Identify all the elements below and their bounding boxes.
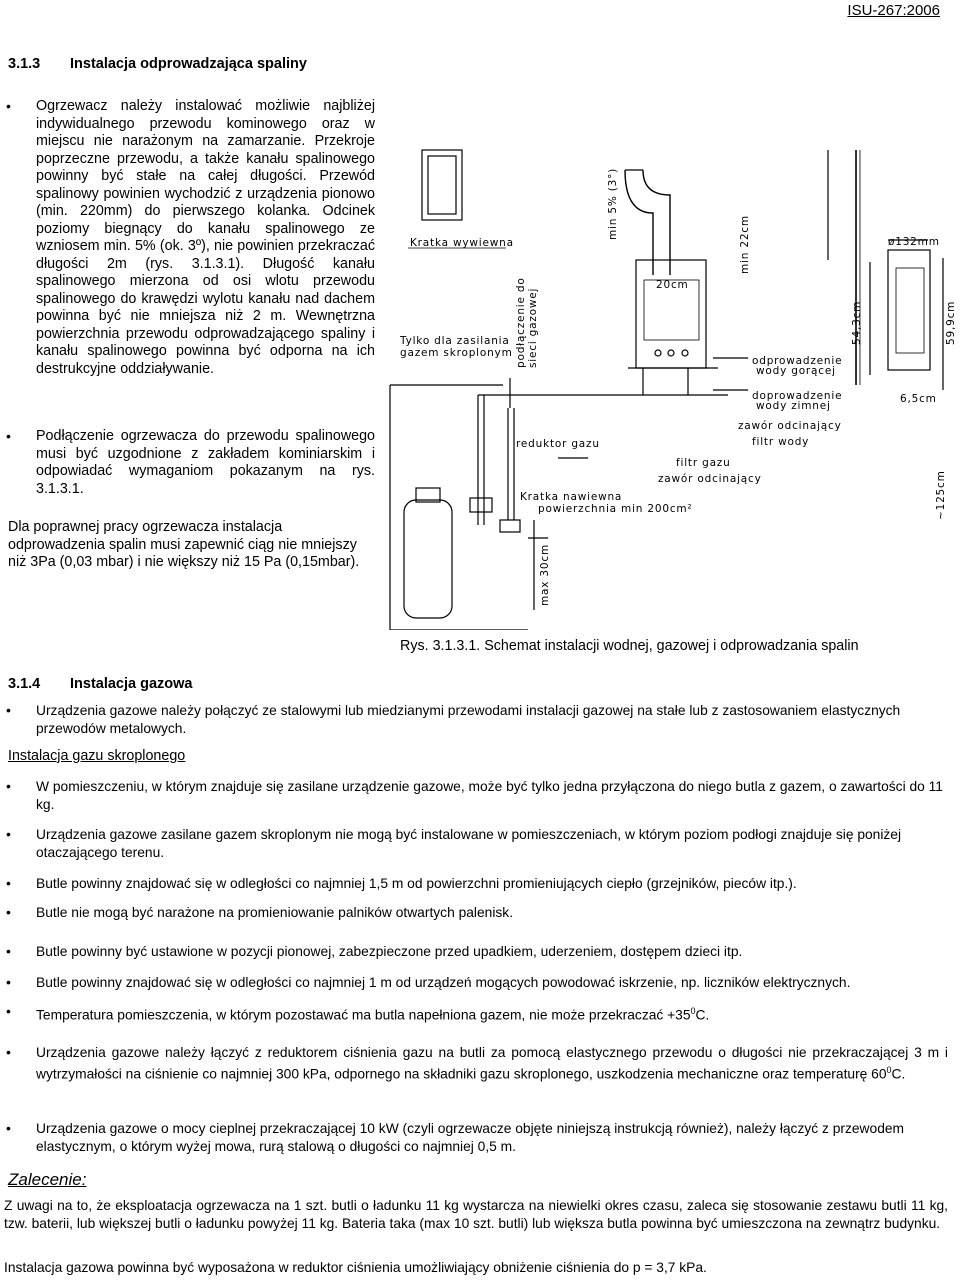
section-314-number: 3.1.4 — [8, 676, 41, 692]
label-shutoff-valve-1: zawór odcinający — [738, 420, 842, 432]
lpg-item-9-text: • Urządzenia gazowe o mocy cieplnej przekraczającej 10 kW (czyli ogrzewacze objęte niniejszą instrukcją również), należy łączyć z przewodem elastycznym, o którym wyżej mowa, rurą stalową o długości co najmniej 0,5 m. — [36, 1121, 905, 1154]
label-height-543: 54,3cm — [851, 300, 863, 345]
lpg-item-9 — [36, 1120, 948, 1155]
sec313-bullet-1 — [36, 98, 375, 378]
sec314-bullet-1 — [36, 702, 948, 737]
flue-pipe — [643, 170, 670, 275]
recommendation-p2-text: Instalacja gazowa powinna być wyposażona w reduktor ciśnienia umożliwiający obniżenie ciśnienia do p = 3,7 kPa. — [4, 1260, 707, 1275]
section-314-heading — [8, 676, 193, 692]
label-intake-grille: Kratka nawiewna — [520, 491, 623, 503]
sec314-bullet-1-text: • Urządzenia gazowe należy połączyć ze stalowymi lub miedzianymi przewodami instalacji gazowej na stałe lub z zastosowaniem elastycznych przewodów metalowych. — [36, 703, 901, 736]
label-exhaust-grille: Kratka wywiewna — [410, 237, 514, 249]
section-314-title: Instalacja gazowa — [70, 676, 193, 692]
label-20cm: 20cm — [656, 279, 689, 291]
installation-diagram — [388, 140, 960, 630]
lpg-item-4-text: • Butle nie mogą być narażone na promieniowanie palników otwartych palenisk. — [36, 905, 514, 920]
label-shutoff-valve-2: zawór odcinający — [658, 473, 762, 485]
label-diameter: ø132mm — [888, 236, 940, 248]
label-hot-water-2: wody gorącej — [756, 365, 836, 377]
lpg-item-1-text: • W pomieszczeniu, w którym znajduje się zasilane urządzenie gazowe, może być tylko jedna przyłączona do niego butla z gazem, o zawartości do 11 kg. — [36, 779, 943, 812]
label-height-599: 59,9cm — [945, 300, 957, 345]
label-hot-water-1: odprowadzenie — [752, 355, 843, 367]
figure-caption: Rys. 3.1.3.1. Schemat instalacji wodnej, gazowej i odprowadzania spalin — [400, 638, 859, 654]
lpg-item-6-text: • Butle powinny znajdować się w odległości co najmniej 1 m od urządzeń mogących powodować iskrzenie, np. liczników elektrycznych. — [36, 975, 851, 990]
label-max-30cm: max 30cm — [539, 544, 551, 606]
sec313-bullet-2-text: • Podłączenie ogrzewacza do przewodu spalinowego musi być uzgodnione z zakładem kominiarskim i odpowiadać wymaganiom pokazanym na rys. 3.1.3.1. — [36, 428, 375, 497]
sec313-paragraph — [8, 519, 375, 572]
sec313-paragraph-text: Dla poprawnej pracy ogrzewacza instalacja odprowadzenia spalin musi zapewnić ciąg nie mniejszy niż 3Pa (0,03 mbar) i nie większy niż 15 Pa (0,15mbar). — [8, 519, 360, 570]
recommendation-p1-text: Z uwagi na to, że eksploatacja ogrzewacza na 1 szt. butli o ładunku 11 kg wystarcza na niewielki okres czasu, zaleca się stosowanie zestawu butli 11 kg, tzw. baterii, lub większej butli o ładunku powyżej 11 kg. Bateria taka (max 10 szt. butli) lub większa butla powinna być umieszczona na zewnątrz budynku. — [4, 1198, 948, 1231]
lpg-item-8-text: Urządzenia gazowe należy łączyć z reduktorem ciśnienia gazu na butli za pomocą elastycznego przewodu o długości nie przekraczającej 3 m i wytrzymałości na ciśnienie co najmniej 300 kPa, odpornego na składniki gazu skroplonego, uszkodzenia mechaniczne oraz temperaturę 60 — [36, 1045, 948, 1082]
label-width-65: 6,5cm — [900, 393, 937, 405]
label-surface-area: powierzchnia min 200cm² — [538, 503, 693, 515]
gas-reducer-icon — [470, 498, 492, 512]
label-lpg-only-2: gazem skroplonym — [400, 347, 513, 359]
document-header: ISU-267:2006 — [847, 2, 940, 19]
gas-cylinder-icon — [404, 500, 452, 618]
celsius-unit: C. — [695, 1007, 710, 1023]
label-height-125: ~125cm — [935, 470, 947, 520]
degree-superscript: 0 — [886, 1064, 892, 1075]
label-gas-connection-2: sieci gazowej — [527, 287, 539, 368]
label-cold-water-1: doprowadzenie — [752, 390, 843, 402]
lpg-item-7-text: Temperatura pomieszczenia, w którym pozostawać ma butla napełniona gazem, nie może przekraczać +35 — [36, 1007, 691, 1023]
label-gas-reducer: reduktor gazu — [516, 438, 600, 450]
label-gas-filter: filtr gazu — [676, 457, 731, 469]
degree-superscript: 0 — [690, 1006, 696, 1016]
recommendation-title: Zalecenie: — [8, 1170, 87, 1189]
lpg-item-1 — [36, 778, 948, 813]
lpg-item-7 — [36, 1003, 948, 1024]
sec313-bullet-2 — [36, 428, 375, 498]
lpg-item-2-text: • Urządzenia gazowe zasilane gazem skroplonym nie mogą być instalowane w pomieszczeniach, w którym poziom podłogi znajduje się poniżej otaczającego terenu. — [36, 827, 902, 860]
label-cold-water-2: wody zimnej — [756, 400, 831, 412]
lpg-item-8 — [36, 1044, 948, 1083]
label-min-22cm: min 22cm — [739, 215, 751, 274]
section-313-number: 3.1.3 — [8, 56, 41, 72]
celsius-unit: C. — [891, 1066, 906, 1082]
label-gas-connection-1: podłączenie do — [515, 277, 527, 368]
lpg-item-6 — [36, 974, 948, 992]
label-lpg-only-1: Tylko dla zasilania — [400, 335, 510, 347]
lpg-item-4 — [36, 904, 948, 922]
recommendation-paragraph-2 — [4, 1259, 948, 1277]
section-313-title: Instalacja odprowadzająca spaliny — [70, 56, 307, 72]
lpg-item-2 — [36, 826, 948, 861]
lpg-item-5 — [36, 943, 948, 961]
label-water-filter: filtr wody — [752, 436, 810, 448]
lpg-subtitle: Instalacja gazu skroplonego — [8, 748, 186, 764]
lpg-item-5-text: • Butle powinny być ustawione w pozycji pionowej, zabezpieczone przed upadkiem, uderzeniem, dostępem dzieci itp. — [36, 944, 743, 959]
sec313-bullet-1-text: • Ogrzewacz należy instalować możliwie najbliżej indywidualnego przewodu kominowego oraz w miejscu nie narażonym na zamarzanie. Przekroje poprzeczne przewodu, a także kanału spalinowego powinny być stałe na całej długości. Przewód spalinowy powinien wychodzić z urządzenia pionowo (min. 220mm) do pierwszego kolanka. Odcinek poziomy biegnący do kanału spalinowego ze wzniosem min. 5% (ok. 3º), nie powinien przekraczać długości 2m (rys. 3.1.3.1). Długość kanału spalinowego mierzona od osi wlotu przewodu spalinowego do krawędzi wylotu kanału nad dachem powinna być nie mniejsza niż 2 m. Wewnętrzna powierzchnia przewodu odprowadzającego spaliny i kanału spalinowego powinna być odporna na ich destrukcyjne oddziaływanie. — [36, 98, 375, 377]
section-313-heading — [8, 56, 307, 72]
lpg-item-3-text: • Butle powinny znajdować się w odległości co najmniej 1,5 m od powierzchni promieniujących ciepło (grzejników, pieców itp.). — [36, 876, 797, 891]
recommendation-paragraph-1 — [4, 1197, 948, 1232]
label-min-slope: min 5% (3°) — [607, 167, 619, 240]
lpg-item-3 — [36, 875, 948, 893]
water-heater-icon — [636, 260, 706, 368]
